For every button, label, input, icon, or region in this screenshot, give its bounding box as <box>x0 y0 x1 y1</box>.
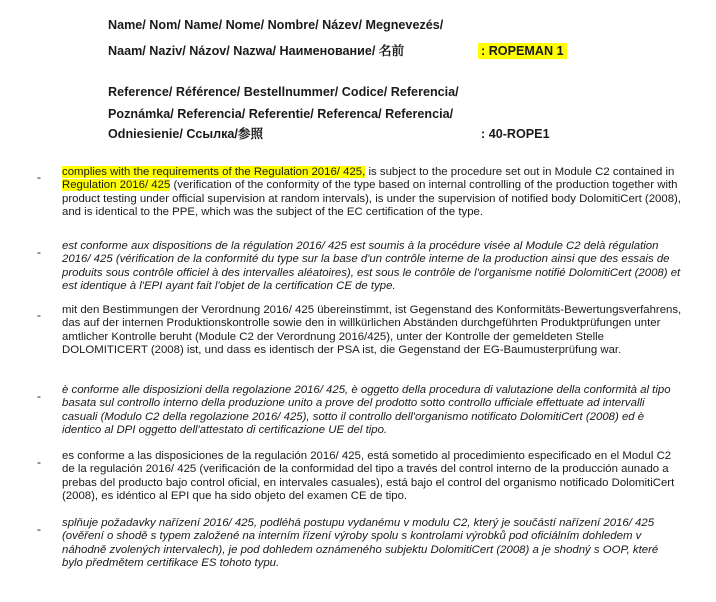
paragraph-fr: est conforme aux dispositions de la régulation 2016/ 425 est soumis à la procédure visée al Module C2 delà régulation 2016/ 425 (vérification de la conformité du type sur la base d'un contrôle interne de la production ainsi que des essais de produits sous contrôle officiel à des intervalles aléatoires), est sous le contrôle de l'organisme notifié DolomitiCert (2008) et est identique à l'EPI ayant fait l'objet de la certification CE de type. <box>62 240 681 293</box>
bullet-it: - <box>37 389 41 403</box>
reference-label-line3: Odniesienie/ Ссылка/参照 <box>108 127 264 141</box>
highlight-regulation-compliance: complies with the requirements of the Regulation 2016/ 425, <box>62 166 366 178</box>
paragraph-sk: splňuje požadavky nařízení 2016/ 425, podléhá postupu vydanému v modulu C2, který je součástí nařízení 2016/ 425 (ověření o shodě s typem založené na interním řízení výroby spolu s kontrolami výrobků pod oficiálním dohledem v náhodně zvolených intervalech), je pod dohledem oznámeného subjektu DolomitiCert (2008) a je shodný s OOP, které bylo předmětem certifikace ES tohoto typu. <box>62 517 659 570</box>
reference-value: : 40-ROPE1 <box>481 127 550 141</box>
bullet-sk: - <box>37 522 41 536</box>
bullet-es: - <box>37 455 41 469</box>
bullet-fr: - <box>37 245 41 259</box>
reference-label-line1: Reference/ Référence/ Bestellnummer/ Codice/ Referencia/ <box>108 85 459 99</box>
bullet-en: - <box>37 170 41 184</box>
paragraph-de: mit den Bestimmungen der Verordnung 2016/ 425 übereinstimmt, ist Gegenstand des Konformitäts-Bewertungsverfahrens, das auf der internen Produktionskontrolle sowie den in willkürlichen Abständen durchgeführten Produktprüfungen unter amtlicher Kontrolle beruht (Module C2 der Verordnung 2016/425), unter der Kontrolle der gemeldeten Stelle DOLOMITICERT (2008) ist, und dass es identisch der PSA ist, die Gegenstand der EG-Baumusterprüfung war. <box>62 304 682 357</box>
highlight-regulation: Regulation 2016/ 425 <box>62 179 171 192</box>
name-label-line2: Naam/ Naziv/ Názov/ Nazwa/ Наименование/ 名前 <box>108 44 405 58</box>
bullet-de: - <box>37 308 41 322</box>
name-label-line1: Name/ Nom/ Name/ Nome/ Nombre/ Název/ Megnevezés/ <box>108 18 444 32</box>
paragraph-it: è conforme alle disposizioni della regolazione 2016/ 425, è oggetto della procedura di valutazione della conformità al tipo basata sul controllo interno della produzione unito a prove del prodotto sotto controllo ufficiale effettuate ad intervalli casuali (Modulo C2 della regolazione 2016/ 425), sotto il controllo dell'organismo notificato DolomitiCert (2008) ed è identico al DPI oggetto dell'attestato di certificazione UE del tipo. <box>62 384 671 437</box>
paragraph-en: complies with the requirements of the Regulation 2016/ 425, is subject to the procedure set out in Module C2 contained in Regulation 2016/ 425 (verification of the conformity of the type based on internal controlling of the production together with product testing under official supervision at random intervals), is under the supervision of notified body DolomitiCert (2008), and is identical to the PPE, which was the subject of the EC certification of the type. <box>62 166 681 219</box>
reference-label-line2: Poznámka/ Referencia/ Referentie/ Referenca/ Referencia/ <box>108 107 454 121</box>
paragraph-es: es conforme a las disposiciones de la regulación 2016/ 425, está sometido al procedimiento especificado en el Modul C2 de la regulación 2016/ 425 (verificación de la conformidad del tipo a través del control interno de la producción aunado a prebas del producto bajo control oficial, en intervales casuales), está bajo el control del organismo notificado DolomitiCert (2008), es idéntico al EPI que ha sido objeto del examen CE de tipo. <box>62 450 675 503</box>
name-value: : ROPEMAN 1 <box>478 43 567 59</box>
